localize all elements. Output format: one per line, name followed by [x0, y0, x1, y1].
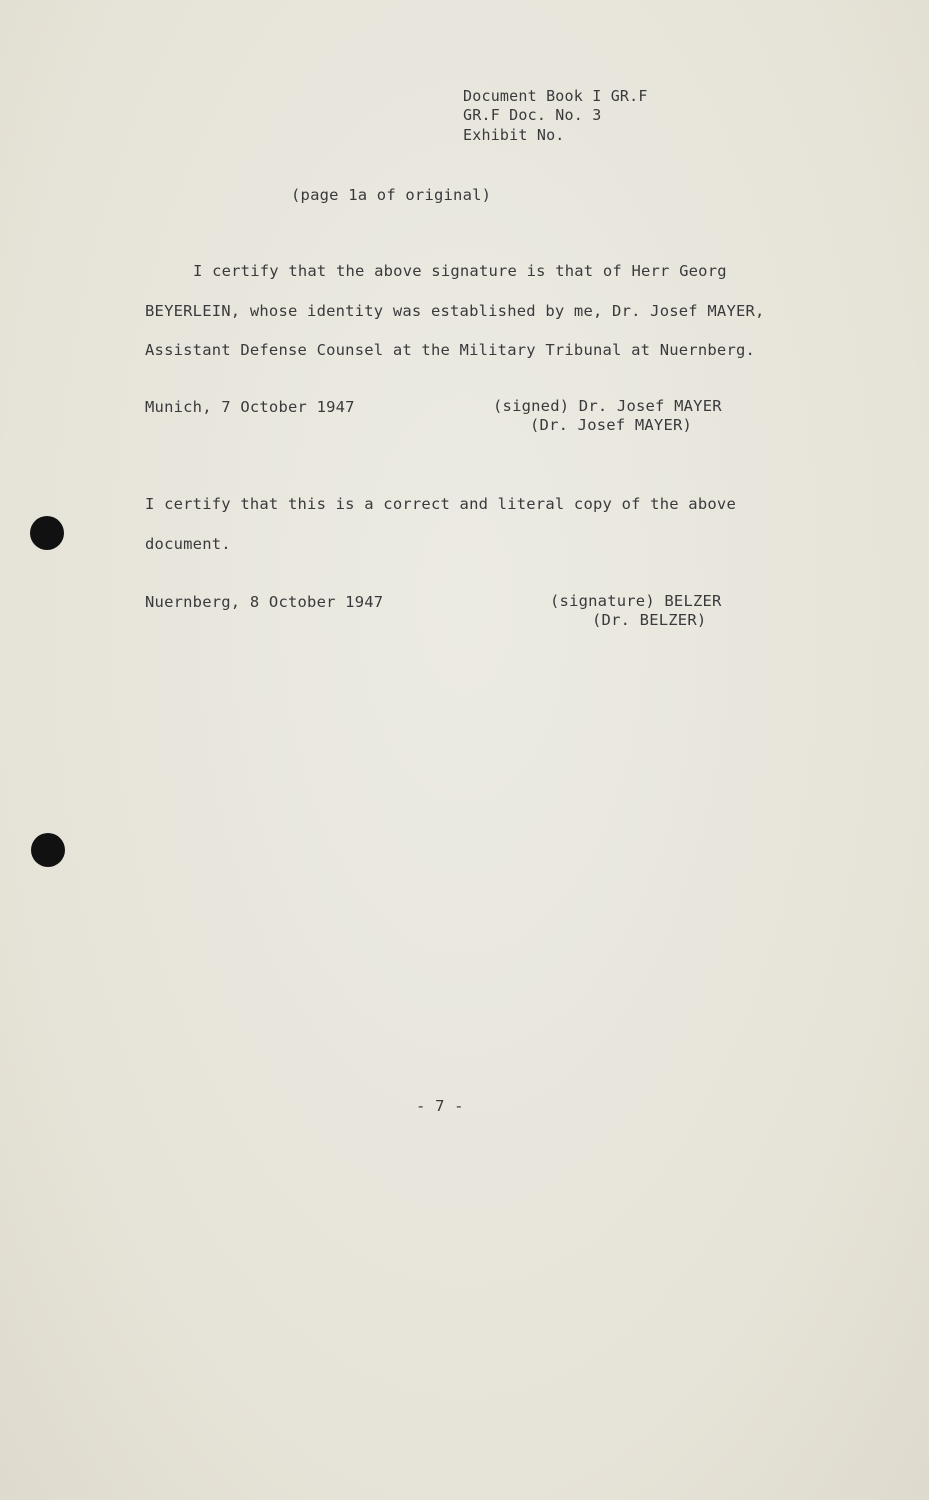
punch-hole-top: [30, 516, 64, 550]
cert2-place-date: Nuernberg, 8 October 1947: [145, 593, 384, 611]
cert2-line-2: document.: [145, 535, 231, 553]
cert2-name: (Dr. BELZER): [592, 611, 707, 629]
cert1-line-2: BEYERLEIN, whose identity was established by me, Dr. Josef MAYER,: [145, 302, 765, 320]
page-note: (page 1a of original): [291, 186, 492, 204]
cert1-name: (Dr. Josef MAYER): [530, 416, 693, 434]
cert2-line-1: I certify that this is a correct and literal copy of the above: [145, 495, 736, 513]
cert1-signed: (signed) Dr. Josef MAYER: [493, 397, 722, 415]
cert1-place-date: Munich, 7 October 1947: [145, 398, 355, 416]
header-line-2: GR.F Doc. No. 3: [463, 106, 602, 124]
header-line-1: Document Book I GR.F: [463, 87, 648, 105]
punch-hole-bottom: [31, 833, 65, 867]
header-line-3: Exhibit No.: [463, 126, 565, 144]
cert1-line-3: Assistant Defense Counsel at the Military Tribunal at Nuernberg.: [145, 341, 756, 359]
page-number: - 7 -: [416, 1097, 464, 1115]
cert1-line-1: I certify that the above signature is that of Herr Georg: [193, 262, 727, 280]
cert2-signed: (signature) BELZER: [550, 592, 722, 610]
